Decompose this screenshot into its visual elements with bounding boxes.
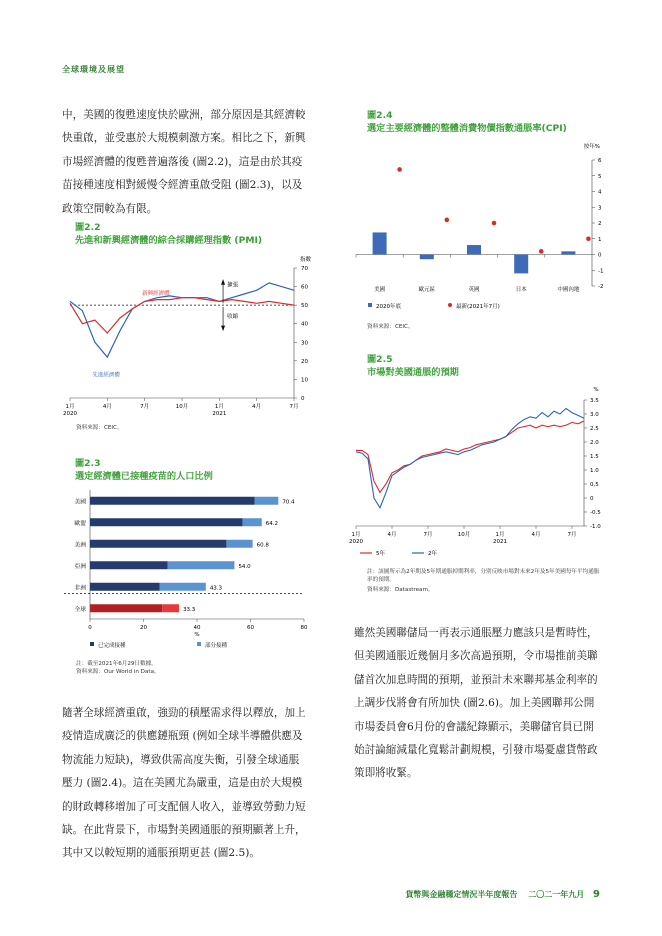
y-axis-unit: 指數: [300, 257, 312, 263]
x-tick-label: 1月: [214, 404, 224, 410]
series-label: 新興經濟體: [142, 290, 170, 297]
bar-partial: [242, 518, 261, 526]
bar-complete: [90, 583, 160, 591]
series-line: [70, 283, 294, 357]
category-label: 美國: [74, 499, 86, 506]
y-tick-label: -1: [598, 268, 604, 275]
fig23-source: 資料來源：Our World in Data。: [76, 669, 160, 675]
y-tick-label: 50: [301, 303, 308, 310]
series-line: [356, 408, 584, 507]
fig25-title: 市場對美國通脹的預期: [367, 367, 459, 378]
y-tick-label: -1.0: [590, 524, 601, 530]
x-tick-label: 7月: [289, 404, 299, 410]
y-tick-label: 2.0: [590, 440, 599, 446]
text-line: 中，美國的復甦速度快於歐洲，部分原因是其經濟較: [62, 109, 306, 121]
category-label: 美國: [374, 287, 386, 293]
y-tick-label: 0: [301, 396, 305, 402]
x-tick-label: 4月: [102, 404, 112, 410]
x-tick-label: 1月: [495, 532, 505, 538]
left-paragraph-top: [62, 104, 312, 221]
text-line: 上調步伐將會有所加快 (圖2.6)。加上美國聯邦公開: [354, 697, 595, 710]
category-label: 非洲: [74, 585, 86, 592]
text-line: 物流能力短缺)，導致供需高度失衡，引發全球通脹: [62, 753, 300, 766]
x-tick-label: 7月: [567, 532, 577, 538]
point-latest: [445, 218, 450, 223]
fig24-title: 選定主要經濟體的整體消費物價指數通脹率(CPI): [367, 123, 567, 134]
text-line: 壓力 (圖2.4)。這在美國尤為嚴重，這是由於大規模: [62, 777, 303, 790]
legend-label: 5年: [376, 551, 385, 557]
y-tick-label: 3.5: [590, 398, 599, 404]
category-label: 美洲: [74, 542, 86, 549]
text-line: 的財政轉移增加了可支配個人收入，並導致勞動力短: [62, 800, 306, 813]
y-tick-label: 1.0: [590, 468, 599, 474]
y-tick-label: -0.5: [590, 510, 601, 516]
x-axis-unit: %: [194, 632, 200, 638]
bar-2020-end: [561, 251, 575, 254]
series-label: 先進經濟體: [92, 372, 120, 379]
text-line: 但美國通脹近幾個月多次高過預期，令市場推前美聯: [354, 650, 598, 663]
contraction-arrow-head: [221, 326, 225, 332]
bar-partial: [160, 583, 206, 591]
fig23-title: 選定經濟體已接種疫苗的人口比例: [75, 471, 213, 482]
year-label: 2020: [63, 411, 77, 417]
fig24-label: 圖2.4: [367, 110, 393, 121]
category-label: 歐盟: [74, 520, 86, 527]
expansion-arrow-head: [221, 279, 225, 285]
bar-partial: [168, 561, 235, 569]
y-axis-unit: 按年%: [583, 144, 600, 150]
vaccination-chart: [58, 484, 318, 654]
bar-2020-end: [467, 245, 481, 254]
text-line: 缺。在此背景下，市場對美國通脹的預期顯著上升，: [62, 824, 306, 837]
x-tick-label: 1月: [65, 404, 75, 410]
y-tick-label: 10: [301, 377, 308, 384]
bar-2020-end: [514, 255, 528, 274]
fig25-label: 圖2.5: [367, 354, 393, 365]
total-label: 64.2: [265, 520, 278, 527]
text-line: 政策空間較為有限。: [62, 202, 158, 215]
y-tick-label: 2: [598, 221, 602, 227]
legend-label: 2020年底: [376, 304, 401, 310]
y-tick-label: 70: [301, 266, 308, 272]
total-label: 70.4: [282, 499, 295, 506]
y-tick-label: 3.0: [590, 412, 599, 418]
text-line: 苗接種速度相對緩慢令經濟重啟受阻 (圖2.3)，以及: [62, 179, 303, 192]
legend-label: 部分接種: [205, 643, 228, 649]
year-label: 2020: [349, 539, 363, 545]
cpi-chart: [348, 138, 608, 318]
y-tick-label: 4: [598, 189, 602, 196]
legend-label: 2年: [428, 551, 437, 557]
text-line: 疫情造成廣泛的供應鏈瓶頸 (例如全球半導體供應及: [62, 730, 303, 743]
total-label: 60.8: [256, 542, 269, 549]
total-label: 43.3: [209, 585, 223, 592]
y-tick-label: 5: [598, 173, 602, 180]
y-tick-label: -2: [598, 284, 604, 290]
category-label: 中國內地: [557, 287, 580, 293]
category-label: 全球: [74, 606, 86, 613]
bar-complete: [90, 518, 242, 526]
left-paragraph-bottom: [62, 702, 312, 866]
category-label: 亞洲: [74, 563, 86, 570]
text-line: 隨著全球經濟重啟，強勁的積壓需求得以釋放，加上: [62, 707, 306, 719]
bar-2020-end: [420, 255, 434, 260]
pmi-chart: [58, 252, 318, 417]
legend-swatch-partial: [197, 642, 201, 646]
text-line: 市場經濟體的復甦普遍落後 (圖2.2)，這是由於其疫: [62, 155, 303, 168]
fig24-source: 資料來源：CEIC。: [367, 324, 414, 330]
x-tick-label: 7月: [423, 532, 433, 538]
annotation-label: 收縮: [227, 314, 239, 321]
x-tick-label: 10月: [457, 532, 471, 538]
bar-partial: [226, 540, 252, 548]
bar-2020-end: [373, 232, 387, 254]
point-latest: [397, 167, 402, 172]
y-tick-label: 0.5: [590, 482, 599, 488]
bar-partial: [162, 604, 179, 612]
y-tick-label: 60: [301, 284, 308, 291]
year-label: 2021: [493, 539, 507, 545]
y-tick-label: 2.5: [590, 426, 599, 432]
legend-swatch-bar: [368, 303, 372, 307]
fig22-source: 資料來源：CEIC。: [76, 425, 123, 431]
y-tick-label: 1.5: [590, 454, 599, 460]
bar-complete: [90, 540, 226, 548]
x-tick-label: 7月: [140, 404, 150, 410]
text-line: 快重啟，並受惠於大規模刺激方案。相比之下，新興: [62, 132, 306, 145]
x-tick-label: 0: [88, 625, 92, 631]
text-line: 雖然美國聯儲局一再表示通脹壓力應該只是暫時性，: [354, 627, 598, 639]
legend-label: 最新(2021年7月): [456, 304, 500, 310]
category-label: 日本: [515, 287, 527, 293]
x-tick-label: 1月: [351, 532, 361, 538]
total-label: 33.3: [183, 606, 196, 613]
inflation-expectation-chart: [348, 382, 610, 562]
text-line: 始討論縮減量化寬鬆計劃規模，引發市場憂慮貨幣政: [354, 744, 598, 757]
bar-complete: [90, 561, 168, 569]
fig23-note: 註：截至2021年6月29日數據。: [76, 661, 157, 667]
category-label: 歐元區: [418, 287, 436, 293]
footer-title: 貨幣與金融穩定情況半年度報告: [405, 890, 518, 899]
bar-complete: [90, 497, 255, 505]
legend-swatch-dot: [448, 303, 452, 307]
x-tick-label: 10月: [175, 404, 189, 410]
y-tick-label: 0: [590, 496, 594, 502]
y-tick-label: 30: [301, 340, 308, 347]
section-header: 全球環境及展望: [62, 65, 125, 74]
y-tick-label: 3: [598, 205, 602, 212]
x-tick-label: 4月: [387, 532, 397, 538]
y-axis-unit: %: [593, 387, 599, 393]
page-number: 9: [593, 889, 600, 900]
fig22-label: 圖2.2: [75, 222, 101, 233]
bar-partial: [255, 497, 279, 505]
x-tick-label: 4月: [252, 404, 262, 410]
page-footer: [405, 889, 600, 900]
x-tick-label: 80: [300, 625, 308, 631]
right-paragraph: [354, 622, 604, 786]
y-tick-label: 20: [301, 358, 308, 365]
fig25-source: 資料來源：Datastream。: [367, 587, 434, 593]
point-latest: [492, 221, 497, 226]
x-tick-label: 60: [247, 625, 254, 631]
fig25-note: 註：該圖所示為2年期及5年期通脹掉期利率，分別反映市場對未來2年及5年美國每年平均通脹率的預期。: [367, 569, 600, 583]
point-latest: [586, 236, 591, 241]
legend-swatch-complete: [90, 642, 94, 646]
text-line: 其中又以較短期的通脹預期更甚 (圖2.5)。: [62, 847, 260, 860]
year-label: 2021: [212, 411, 227, 417]
point-latest: [539, 249, 544, 254]
text-line: 市場委員會6月份的會議紀錄顯示，美聯儲官員已開: [354, 720, 594, 733]
x-tick-label: 40: [193, 625, 201, 631]
category-label: 英國: [468, 287, 480, 293]
annotation-label: 擴張: [227, 282, 239, 289]
total-label: 54.0: [238, 563, 251, 570]
y-tick-label: 0: [598, 252, 602, 259]
bar-complete: [90, 604, 162, 612]
text-line: 策即將收緊。: [354, 767, 418, 780]
fig22-title: 先進和新興經濟體的綜合採購經理指數 (PMI): [75, 235, 263, 246]
x-tick-label: 4月: [531, 532, 541, 538]
y-tick-label: 6: [598, 158, 602, 164]
fig23-label: 圖2.3: [75, 458, 101, 469]
y-tick-label: 40: [301, 321, 308, 328]
text-line: 儲首次加息時間的預期，並預計未來聯邦基金利率的: [354, 673, 598, 686]
footer-date: 二〇二一年九月: [528, 890, 585, 899]
series-line: [70, 298, 294, 333]
y-tick-label: 1: [598, 236, 602, 243]
x-tick-label: 20: [140, 625, 147, 631]
legend-label: 已完成接種: [98, 643, 126, 649]
